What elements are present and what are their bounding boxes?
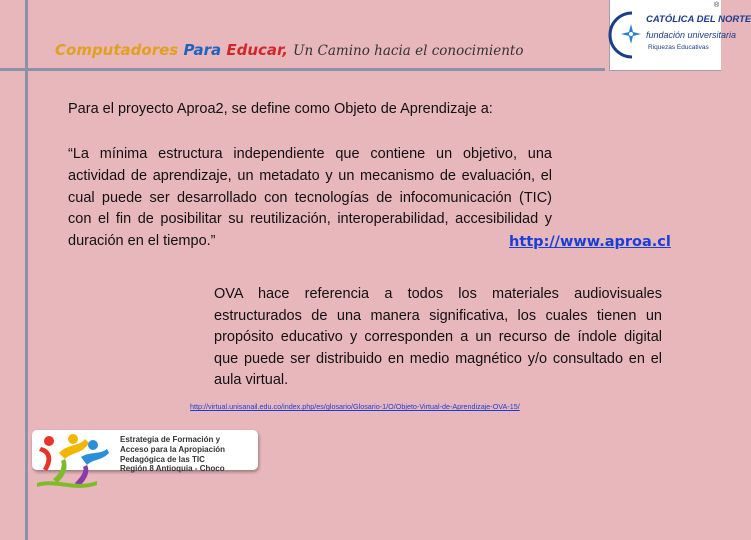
intro-text: Para el proyecto Aproa2, se define como Objeto de Aprendizaje a: (68, 101, 493, 117)
logo-line-3: Riquezas Educativas (648, 44, 709, 51)
vertical-rule (25, 0, 28, 540)
banner-text (120, 435, 225, 474)
horizontal-rule (0, 68, 605, 71)
logo-line-1: CATÓLICA DEL NORTE (646, 14, 751, 25)
university-logo (609, 0, 751, 71)
compass-star-icon (616, 10, 644, 60)
header-title (55, 41, 523, 59)
strategy-banner (32, 430, 258, 474)
definition-quote: “La mínima estructura independiente que contiene un objetivo, una actividad de aprendizaje, un metadato y un mecanismo de evaluación, el cual puede ser desarrollado con tecnologías de infocomunicación (TIC) con el fin de posibilitar su reutilización, interoperabilidad, accesibilidad y duración en el tiempo.” (68, 146, 552, 250)
glossary-link[interactable]: http://virtual.unisanail.edu.co/index.php/es/glosario/Glosario-1/O/Objeto-Virtual-de-Aprendizaje-OVA-15/ (190, 402, 520, 411)
header-word-educar: Educar, (226, 41, 288, 59)
header-word-computadores: Computadores (55, 41, 179, 59)
banner-line-4: Región 8 Antioquia - Choco (120, 464, 225, 474)
header-word-para: Para (183, 41, 222, 59)
header-subtitle: Un Camino hacia el conocimiento (293, 43, 524, 59)
ova-definition: OVA hace referencia a todos los materiales audiovisuales estructurados de una manera significativa, los cuales tienen un propósito educativo y corresponden a un recurso de índole digital que puede ser distribuido en medio magnético y/o consultado en el aula virtual. (214, 286, 662, 388)
banner-line-1: Estrategia de Formación y (120, 435, 221, 444)
logo-line-2: fundación universitaria (646, 30, 737, 40)
aproa-link[interactable]: http://www.aproa.cl (509, 234, 671, 250)
banner-line-2: Acceso para la Apropiación (120, 444, 226, 454)
banner-line-3: Pedagógica de las TIC (120, 454, 205, 464)
registered-mark: ® (714, 2, 720, 9)
people-figures-icon (35, 433, 115, 495)
